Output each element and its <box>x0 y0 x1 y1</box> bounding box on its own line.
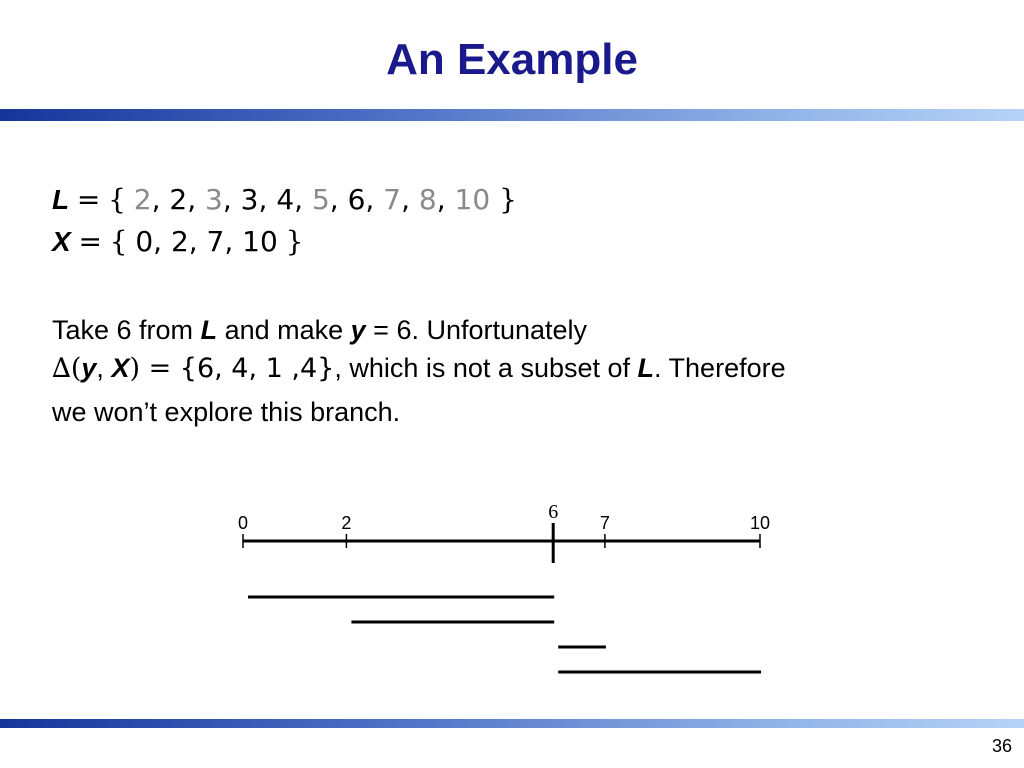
set-L-separator: , <box>436 183 455 216</box>
set-X-name: X <box>52 226 71 257</box>
set-X-equals: = <box>78 225 102 258</box>
set-L-separator: , <box>151 183 170 216</box>
footer-divider-bar <box>0 719 1024 728</box>
set-L-close-brace: } <box>499 183 517 216</box>
para2-close: ) = <box>129 353 180 384</box>
set-L-separator: , <box>258 183 277 216</box>
set-X-open-brace: { <box>109 225 128 258</box>
set-L-item: 8 <box>418 183 437 216</box>
para2-set: {6, 4, 1 ,4} <box>179 353 335 384</box>
para1-y: y <box>350 315 366 345</box>
axis-tick-label: 2 <box>341 513 352 533</box>
set-X-close-brace: } <box>285 225 304 258</box>
set-L-item: 4 <box>276 183 295 216</box>
marker-label: 6 <box>548 501 559 523</box>
axis-tick-label: 7 <box>599 513 610 533</box>
para2-y: y <box>81 353 97 383</box>
set-L-separator: , <box>365 183 384 216</box>
set-L-item: 2 <box>169 183 188 216</box>
para2-delta: ∆( <box>52 353 82 384</box>
set-L-item: 10 <box>454 183 491 216</box>
set-L-item: 2 <box>133 183 152 216</box>
set-L-item: 5 <box>311 183 330 216</box>
set-L-item: 7 <box>383 183 402 216</box>
set-L-separator: , <box>329 183 348 216</box>
paragraph-line-3: we won’t explore this branch. <box>52 397 401 427</box>
para2-text-c: . Therefore <box>654 353 786 383</box>
para1-text-a: Take 6 from <box>52 315 201 345</box>
set-L-open-brace: { <box>108 183 126 216</box>
slide-title: An Example <box>386 35 638 84</box>
set-L-separator: , <box>187 183 206 216</box>
set-L-item: 3 <box>205 183 223 216</box>
para1-L: L <box>200 315 218 345</box>
para2-text-b: , which is not a subset of <box>334 353 638 383</box>
set-L-item: 3 <box>240 183 259 216</box>
set-L-separator: , <box>222 183 241 216</box>
axis-tick-label: 10 <box>749 513 771 533</box>
set-L-separator: , <box>294 183 312 216</box>
set-X-values: 0, 2, 7, 10 <box>135 225 278 258</box>
para2-X: X <box>111 353 130 383</box>
para1-text-b: and make <box>217 315 351 345</box>
set-L-separator: , <box>401 183 419 216</box>
set-L-item: 6 <box>347 183 366 216</box>
para2-comma: , <box>96 353 112 383</box>
para2-L: L <box>637 353 655 383</box>
set-L-equals: = <box>76 183 101 216</box>
set-L-name: L <box>52 184 70 215</box>
page-number: 36 <box>991 736 1012 756</box>
axis-tick-label: 0 <box>237 513 249 533</box>
para1-text-c: = 6. Unfortunately <box>365 315 588 345</box>
